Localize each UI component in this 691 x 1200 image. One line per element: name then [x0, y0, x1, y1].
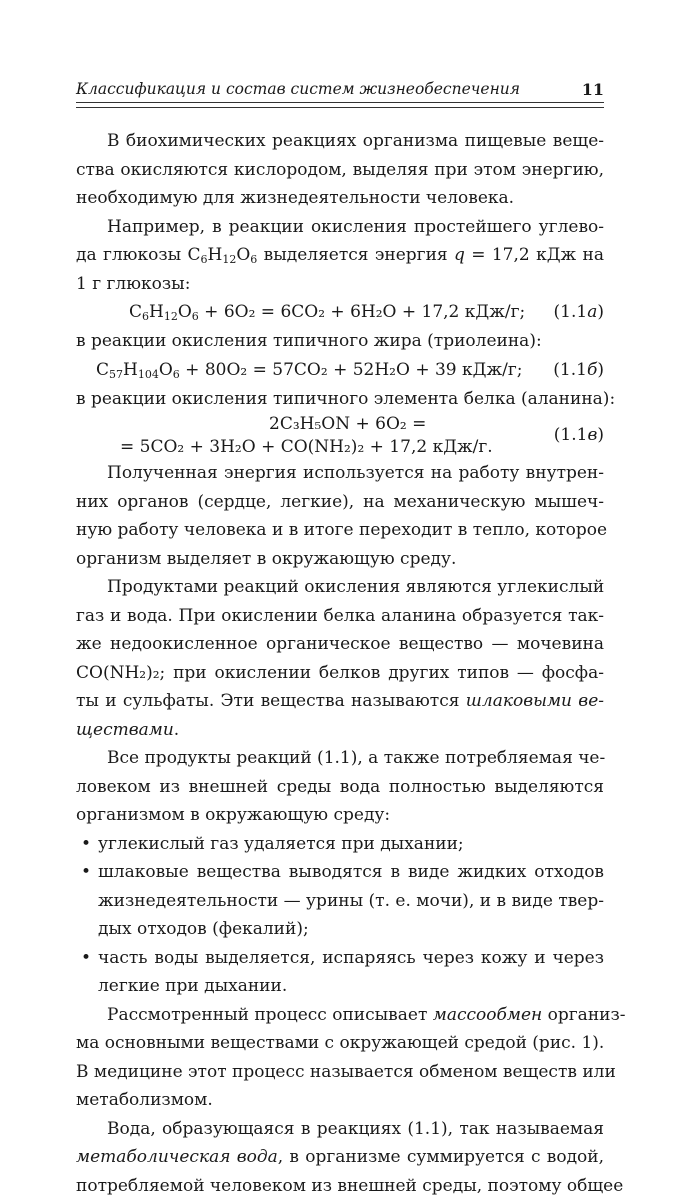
equation-line-1: 2C₃H₅ON + 6O₂ = — [269, 413, 426, 436]
text-line: Все продукты реакций (1.1), а также потребляемая че- — [76, 744, 604, 773]
bullet-item: • часть воды выделяется, испаряясь через кожу и через легкие при дыхании. — [76, 944, 604, 1001]
paragraph-5 — [76, 744, 604, 830]
text-line: потребляемой человеком из внешней среды, поэтому общее — [76, 1172, 604, 1200]
term-italic: массообмен — [433, 1005, 542, 1025]
text-line: Полученная энергия используется на работу внутрен- — [76, 459, 604, 488]
equation-1-1a: $C_6H_{12}O_6 + 6O_2 = 6CO_2 + 6H_2O + 17,2$ кДж/г; (1.1а) — [76, 298, 604, 327]
bullet-item: • углекислый газ удаляется при дыхании; — [76, 830, 604, 859]
text-line: да глюкозы $C_6H_{12}O_6$ выделяется энергия q = 17,2 кДж на — [76, 241, 604, 270]
text-line: в реакции окисления типичного элемента белка (аланина): — [76, 385, 604, 414]
text-line: них органов (сердце, легкие), на механическую мышеч- — [76, 488, 604, 517]
text-line: ма основными веществами с окружающей средой (рис. 1). — [76, 1029, 604, 1058]
term-italic: шлаковыми ве- — [466, 691, 604, 711]
paragraph-4 — [76, 573, 604, 744]
text-line: метаболизмом. — [76, 1086, 604, 1115]
bullet-item: • шлаковые вещества выводятся в виде жидких отходов жизнедеятельности — урины (т. е. мочи), и в виде твер- дых отходов (фекалий); — [76, 858, 604, 944]
text-line: в реакции окисления типичного жира (триолеина): — [76, 327, 604, 356]
running-header — [76, 80, 604, 104]
bullet-icon: • — [81, 830, 91, 859]
text-line: организмом в окружающую среду: — [76, 801, 604, 830]
equation-number: (1.1а) — [554, 298, 604, 327]
page-number: 11 — [582, 80, 604, 99]
glucose-formula: $C_6H_{12}O_6$ — [188, 245, 258, 265]
text-line: ную работу человека и в итоге переходит в тепло, которое — [76, 516, 604, 545]
equation-line-2: = 5CO₂ + 3H₂O + CO(NH₂)₂ + 17,2 кДж/г. — [120, 436, 493, 459]
text-line: необходимую для жизнедеятельности человека. — [76, 184, 604, 213]
text-line: CO(NH₂)₂; при окислении белков других типов — фосфа- — [76, 659, 604, 688]
paragraph-6 — [76, 1001, 604, 1115]
glucose-formula: $C_6H_{12}O_6$ — [129, 302, 199, 322]
text-line: ловеком из внешней среды вода полностью выделяются — [76, 773, 604, 802]
text-line: ства окисляются кислородом, выделяя при этом энергию, — [76, 156, 604, 185]
paragraph-1 — [76, 127, 604, 213]
page-body — [76, 127, 604, 1200]
text-line: ществами. — [76, 716, 604, 745]
bullet-icon: • — [81, 858, 91, 887]
text-line: же недоокисленное органическое вещество — мочевина — [76, 630, 604, 659]
text-line: метаболическая вода, в организме суммируется с водой, — [76, 1143, 604, 1172]
equation-1-1v — [76, 413, 604, 459]
equation-number: (1.1в) — [554, 424, 604, 447]
bullet-icon: • — [81, 944, 91, 973]
triolein-formula: $C_{57}H_{104}O_6$ — [96, 360, 180, 380]
paragraph-7 — [76, 1115, 604, 1200]
paragraph-3 — [76, 459, 604, 573]
header-rule — [76, 102, 604, 108]
text-line: Например, в реакции окисления простейшего углево- — [76, 213, 604, 242]
running-header-title: Классификация и состав систем жизнеобеспечения — [76, 80, 520, 98]
text-line: Рассмотренный процесс описывает массообмен организ- — [76, 1001, 604, 1030]
text-line: газ и вода. При окислении белка аланина образуется так- — [76, 602, 604, 631]
text-line: Вода, образующаяся в реакциях (1.1), так называемая — [76, 1115, 604, 1144]
text-line: 1 г глюкозы: — [76, 270, 604, 299]
paragraph-2 — [76, 213, 604, 299]
term-italic: метаболическая вода — [76, 1147, 278, 1167]
equation-1-1b: $C_{57}H_{104}O_6 + 80O_2 = 57CO_2 + 52H_2O + 39$ кДж/г; (1.1б) — [76, 356, 604, 385]
text-line: организм выделяет в окружающую среду. — [76, 545, 604, 574]
text-line: В биохимических реакциях организма пищевые веще- — [76, 127, 604, 156]
text-line: ты и сульфаты. Эти вещества называются шлаковыми ве- — [76, 687, 604, 716]
equation-number: (1.1б) — [553, 356, 604, 385]
term-italic: ществами — [76, 720, 174, 740]
bullet-list — [76, 830, 604, 1001]
text-line: Продуктами реакций окисления являются углекислый — [76, 573, 604, 602]
text-line: В медицине этот процесс называется обменом веществ или — [76, 1058, 604, 1087]
